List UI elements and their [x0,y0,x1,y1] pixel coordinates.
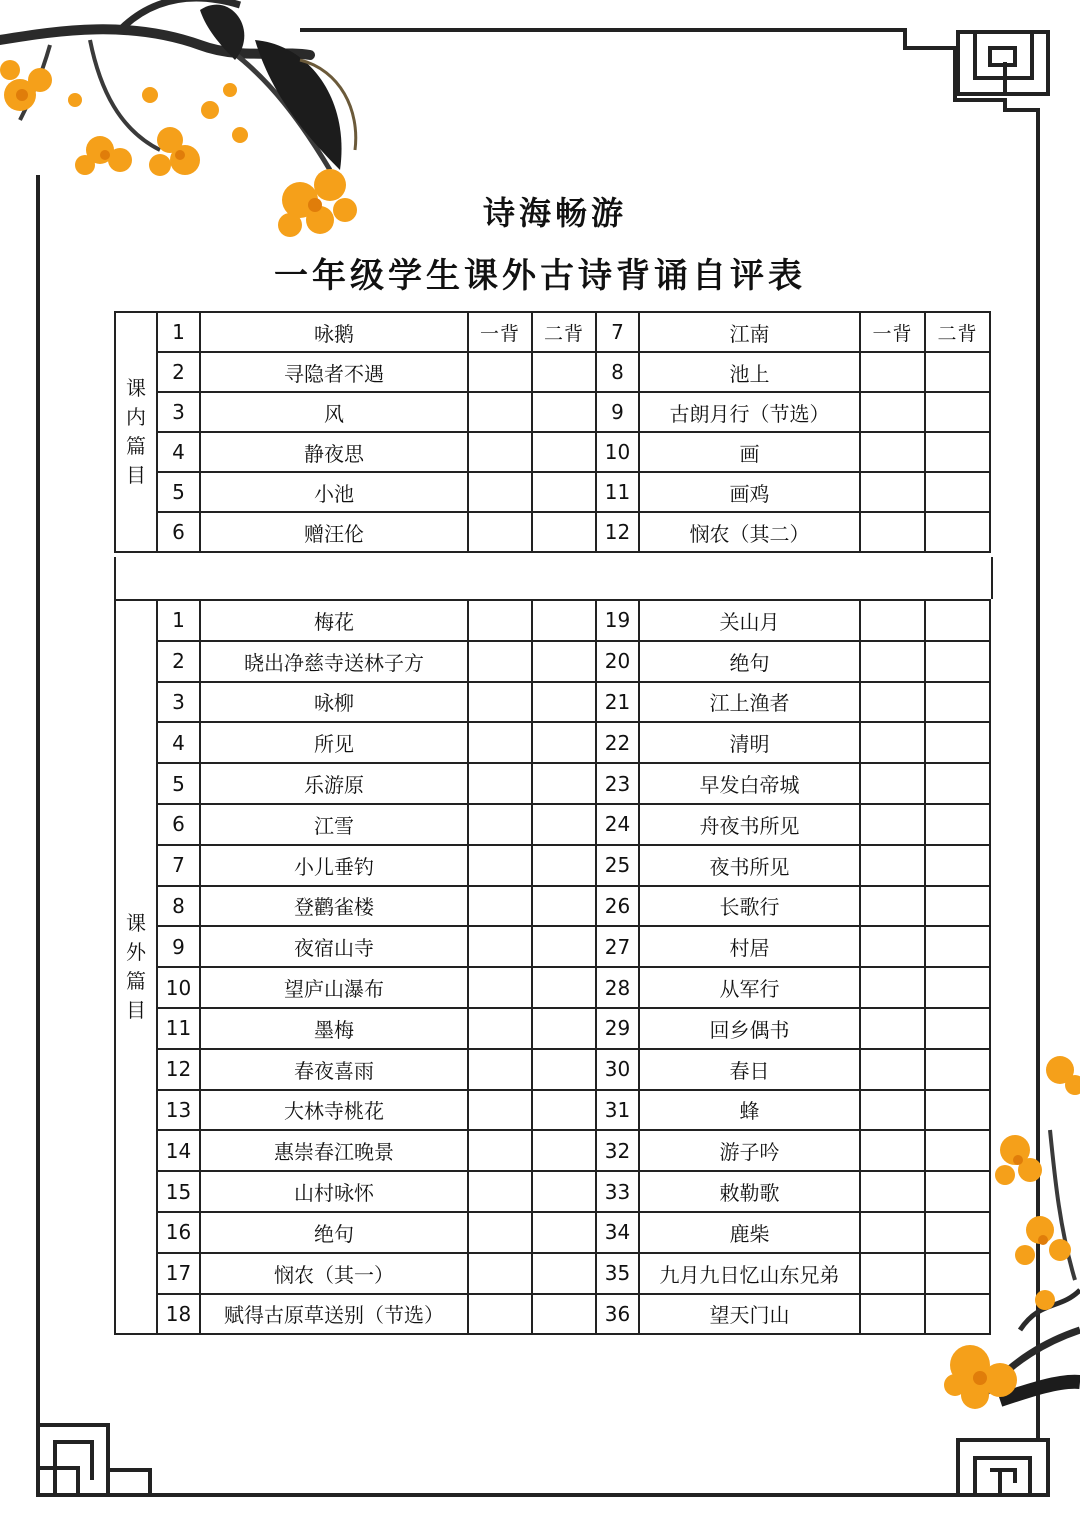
poem-title: 大林寺桃花 [200,1090,468,1131]
second-recite-cell[interactable] [925,886,990,927]
table-row [115,352,990,392]
poem-number: 4 [157,432,200,472]
poem-number: 9 [157,926,200,967]
poem-title: 关山月 [639,600,860,641]
first-recite-cell[interactable] [860,763,925,804]
poem-title: 悯农（其一） [200,1253,468,1294]
second-recite-cell[interactable] [925,352,990,392]
first-recite-cell[interactable] [860,641,925,682]
table-row [115,886,990,927]
second-recite-cell[interactable] [925,763,990,804]
second-recite-cell[interactable] [925,600,990,641]
first-recite-cell[interactable] [468,1212,532,1253]
first-recite-cell[interactable] [860,845,925,886]
poem-number: 4 [157,722,200,763]
second-recite-cell[interactable] [532,1171,596,1212]
poem-number: 8 [596,352,639,392]
poem-number: 5 [157,763,200,804]
second-recite-cell[interactable] [532,352,596,392]
poem-number: 28 [596,967,639,1008]
poem-number: 20 [596,641,639,682]
poem-number: 8 [157,886,200,927]
poem-title: 清明 [639,722,860,763]
second-recite-cell[interactable] [925,1090,990,1131]
first-recite-cell[interactable] [860,926,925,967]
second-recite-cell[interactable] [532,926,596,967]
second-recite-cell[interactable] [925,512,990,552]
second-recite-cell[interactable] [532,1212,596,1253]
table-row [115,926,990,967]
second-recite-cell[interactable] [925,967,990,1008]
poem-number: 27 [596,926,639,967]
poem-title: 咏柳 [200,682,468,723]
section-label-char: 外 [126,940,146,965]
section-label-char: 内 [126,405,146,429]
poem-number: 2 [157,352,200,392]
second-recite-cell[interactable] [925,1253,990,1294]
section-label-char: 课 [126,376,146,400]
second-recite-cell[interactable] [532,967,596,1008]
second-recite-cell[interactable] [532,1049,596,1090]
poem-title: 登鹳雀楼 [200,886,468,927]
first-recite-cell[interactable] [860,1049,925,1090]
poem-title: 江南 [639,312,860,352]
first-recite-cell[interactable] [468,1253,532,1294]
poem-title: 静夜思 [200,432,468,472]
second-recite-cell[interactable] [925,722,990,763]
first-recite-header: 一背 [860,312,925,352]
poem-number: 17 [157,1253,200,1294]
first-recite-cell[interactable] [860,512,925,552]
poem-number: 1 [157,600,200,641]
table-row [115,967,990,1008]
poem-number: 22 [596,722,639,763]
first-recite-cell[interactable] [468,641,532,682]
first-recite-cell[interactable] [468,432,532,472]
poem-title: 惠崇春江晚景 [200,1130,468,1171]
poem-number: 34 [596,1212,639,1253]
poem-title: 江雪 [200,804,468,845]
poem-number: 14 [157,1130,200,1171]
poem-number: 19 [596,600,639,641]
second-recite-cell[interactable] [925,1294,990,1335]
second-recite-cell[interactable] [925,432,990,472]
table-row [115,722,990,763]
second-recite-cell[interactable] [532,600,596,641]
second-recite-cell[interactable] [925,472,990,512]
first-recite-cell[interactable] [860,682,925,723]
inner-poems-table [114,311,991,553]
second-recite-cell[interactable] [532,392,596,432]
table-row [115,1253,990,1294]
second-recite-cell[interactable] [532,1090,596,1131]
poem-title: 长歌行 [639,886,860,927]
second-recite-cell[interactable] [532,1294,596,1335]
table-row [115,804,990,845]
poem-title: 赋得古原草送别（节选） [200,1294,468,1335]
second-recite-cell[interactable] [532,1008,596,1049]
poem-number: 12 [596,512,639,552]
poem-number: 16 [157,1212,200,1253]
first-recite-cell[interactable] [468,600,532,641]
second-recite-cell[interactable] [532,1130,596,1171]
poem-number: 11 [157,1008,200,1049]
first-recite-cell[interactable] [860,1090,925,1131]
first-recite-cell[interactable] [468,472,532,512]
poem-number: 9 [596,392,639,432]
second-recite-cell[interactable] [532,641,596,682]
page-subtitle: 一年级学生课外古诗背诵自评表 [274,256,806,296]
poem-title: 山村咏怀 [200,1171,468,1212]
poem-number: 1 [157,312,200,352]
poem-number: 30 [596,1049,639,1090]
second-recite-cell[interactable] [532,512,596,552]
poem-title: 舟夜书所见 [639,804,860,845]
second-recite-cell[interactable] [925,641,990,682]
second-recite-header: 二背 [925,312,990,352]
first-recite-cell[interactable] [468,1130,532,1171]
poem-number: 3 [157,682,200,723]
second-recite-cell[interactable] [532,886,596,927]
poem-number: 32 [596,1130,639,1171]
second-recite-cell[interactable] [925,845,990,886]
poem-title: 晓出净慈寺送林子方 [200,641,468,682]
first-recite-cell[interactable] [860,432,925,472]
first-recite-cell[interactable] [860,1171,925,1212]
first-recite-cell[interactable] [468,763,532,804]
poem-number: 18 [157,1294,200,1335]
table-row [115,600,990,641]
table-row [115,1171,990,1212]
second-recite-cell[interactable] [925,392,990,432]
second-recite-header: 二背 [532,312,596,352]
first-recite-cell[interactable] [860,722,925,763]
table-row [115,392,990,432]
poem-title: 悯农（其二） [639,512,860,552]
poem-title: 赠汪伦 [200,512,468,552]
poem-title: 鹿柴 [639,1212,860,1253]
second-recite-cell[interactable] [532,763,596,804]
second-recite-cell[interactable] [532,845,596,886]
second-recite-cell[interactable] [925,682,990,723]
poem-number: 26 [596,886,639,927]
first-recite-cell[interactable] [860,600,925,641]
table-row [115,1049,990,1090]
poem-title: 古朗月行（节选） [639,392,860,432]
poem-number: 31 [596,1090,639,1131]
table-row [115,682,990,723]
poem-number: 10 [157,967,200,1008]
poem-title: 春日 [639,1049,860,1090]
poem-number: 24 [596,804,639,845]
poem-title: 回乡偶书 [639,1008,860,1049]
first-recite-header: 一背 [468,312,532,352]
poem-title: 从军行 [639,967,860,1008]
poem-title: 小儿垂钓 [200,845,468,886]
first-recite-cell[interactable] [860,1130,925,1171]
poem-number: 6 [157,512,200,552]
poem-number: 35 [596,1253,639,1294]
poem-number: 12 [157,1049,200,1090]
second-recite-cell[interactable] [532,682,596,723]
section-divider [114,557,993,599]
first-recite-cell[interactable] [468,1171,532,1212]
poem-title: 咏鹅 [200,312,468,352]
poem-title: 绝句 [639,641,860,682]
section-label [115,312,157,552]
second-recite-cell[interactable] [925,1130,990,1171]
second-recite-cell[interactable] [532,432,596,472]
section-label-char: 篇 [126,434,146,458]
poem-title: 夜宿山寺 [200,926,468,967]
second-recite-cell[interactable] [532,1253,596,1294]
poem-title: 望庐山瀑布 [200,967,468,1008]
first-recite-cell[interactable] [468,804,532,845]
first-recite-cell[interactable] [468,722,532,763]
first-recite-cell[interactable] [468,1090,532,1131]
poem-number: 23 [596,763,639,804]
poem-title: 村居 [639,926,860,967]
section-label-char: 目 [126,463,146,487]
section-label-char: 篇 [126,969,146,994]
poem-title: 乐游原 [200,763,468,804]
table-row [115,1090,990,1131]
poem-title: 墨梅 [200,1008,468,1049]
first-recite-cell[interactable] [860,392,925,432]
second-recite-cell[interactable] [925,804,990,845]
poem-number: 36 [596,1294,639,1335]
poem-title: 早发白帝城 [639,763,860,804]
first-recite-cell[interactable] [468,392,532,432]
second-recite-cell[interactable] [925,926,990,967]
poem-title: 寻隐者不遇 [200,352,468,392]
section-label-char: 目 [126,998,146,1023]
poem-number: 13 [157,1090,200,1131]
poem-title: 春夜喜雨 [200,1049,468,1090]
poem-number: 5 [157,472,200,512]
table-row [115,472,990,512]
first-recite-cell[interactable] [468,682,532,723]
first-recite-cell[interactable] [468,845,532,886]
poem-title: 望天门山 [639,1294,860,1335]
poem-title: 敕勒歌 [639,1171,860,1212]
poem-title: 夜书所见 [639,845,860,886]
poem-number: 33 [596,1171,639,1212]
first-recite-cell[interactable] [860,1212,925,1253]
table-row [115,432,990,472]
first-recite-cell[interactable] [860,1253,925,1294]
table-row [115,1212,990,1253]
poem-number: 7 [157,845,200,886]
poem-title: 江上渔者 [639,682,860,723]
second-recite-cell[interactable] [532,804,596,845]
poem-number: 7 [596,312,639,352]
first-recite-cell[interactable] [860,967,925,1008]
poem-number: 15 [157,1171,200,1212]
poem-number: 21 [596,682,639,723]
extracurricular-poems-table [114,599,991,1335]
poem-number: 11 [596,472,639,512]
poem-title: 九月九日忆山东兄弟 [639,1253,860,1294]
first-recite-cell[interactable] [468,1008,532,1049]
first-recite-cell[interactable] [468,886,532,927]
table-row [115,312,990,352]
poem-title: 池上 [639,352,860,392]
second-recite-cell[interactable] [925,1171,990,1212]
first-recite-cell[interactable] [860,804,925,845]
second-recite-cell[interactable] [925,1008,990,1049]
table-row [115,763,990,804]
first-recite-cell[interactable] [860,1294,925,1335]
poem-number: 25 [596,845,639,886]
poem-title: 梅花 [200,600,468,641]
first-recite-cell[interactable] [468,1294,532,1335]
poem-number: 10 [596,432,639,472]
first-recite-cell[interactable] [468,352,532,392]
poem-title: 所见 [200,722,468,763]
second-recite-cell[interactable] [925,1049,990,1090]
second-recite-cell[interactable] [925,1212,990,1253]
poem-title: 画鸡 [639,472,860,512]
poem-title: 蜂 [639,1090,860,1131]
poem-number: 3 [157,392,200,432]
poem-title: 游子吟 [639,1130,860,1171]
section-label-char: 课 [126,911,146,936]
first-recite-cell[interactable] [468,926,532,967]
table-row [115,1008,990,1049]
first-recite-cell[interactable] [860,472,925,512]
table-row [115,512,990,552]
poem-title: 绝句 [200,1212,468,1253]
page-title: 诗海畅游 [482,194,627,232]
table-row [115,641,990,682]
first-recite-cell[interactable] [860,1008,925,1049]
poem-title: 风 [200,392,468,432]
poem-title: 小池 [200,472,468,512]
table-row [115,845,990,886]
second-recite-cell[interactable] [532,472,596,512]
table-row [115,1294,990,1335]
second-recite-cell[interactable] [532,722,596,763]
first-recite-cell[interactable] [860,352,925,392]
first-recite-cell[interactable] [860,886,925,927]
first-recite-cell[interactable] [468,512,532,552]
poem-number: 2 [157,641,200,682]
poem-number: 6 [157,804,200,845]
poem-number: 29 [596,1008,639,1049]
section-label [115,600,157,1334]
poem-title: 画 [639,432,860,472]
first-recite-cell[interactable] [468,967,532,1008]
table-row [115,1130,990,1171]
first-recite-cell[interactable] [468,1049,532,1090]
